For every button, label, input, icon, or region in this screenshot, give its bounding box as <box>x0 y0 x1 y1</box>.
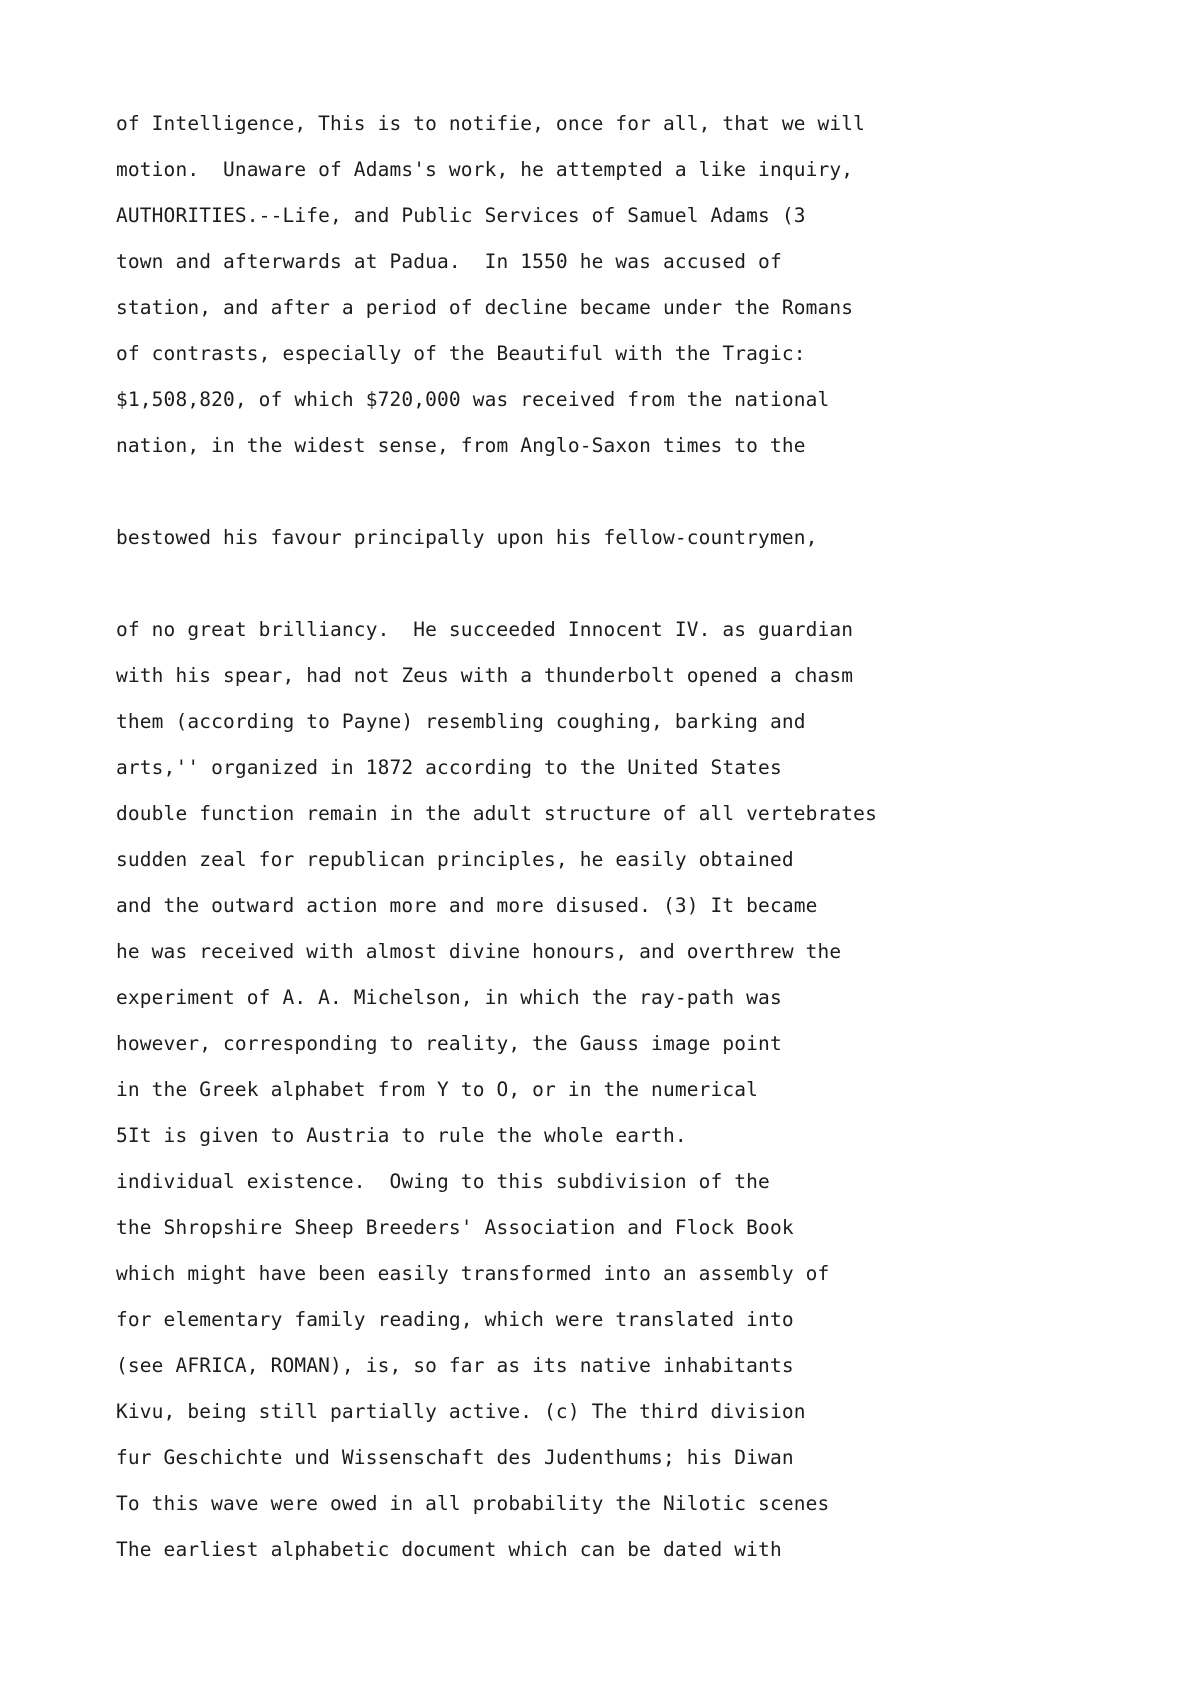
text-line: however, corresponding to reality, the Gauss image point <box>116 1032 782 1055</box>
text-line: of Intelligence, This is to notifie, once for all, that we will <box>116 112 866 135</box>
text-line: double function remain in the adult structure of all vertebrates <box>116 802 877 825</box>
text-line: and the outward action more and more disused. (3) It became <box>116 894 818 917</box>
text-line: (see AFRICA, ROMAN), is, so far as its native inhabitants <box>116 1354 794 1377</box>
text-line: AUTHORITIES.--Life, and Public Services of Samuel Adams (3 <box>116 204 806 227</box>
text-line: sudden zeal for republican principles, he easily obtained <box>116 848 794 871</box>
text-line: the Shropshire Sheep Breeders' Association and Flock Book <box>116 1216 794 1239</box>
text-line: $1,508,820, of which $720,000 was received from the national <box>116 388 830 411</box>
text-line: arts,'' organized in 1872 according to the United States <box>116 756 782 779</box>
text-line: with his spear, had not Zeus with a thunderbolt opened a chasm <box>116 664 854 687</box>
text-line: in the Greek alphabet from Y to O, or in the numerical <box>116 1078 759 1101</box>
text-line: Kivu, being still partially active. (c) The third division <box>116 1400 806 1423</box>
text-line: of contrasts, especially of the Beautiful with the Tragic: <box>116 342 806 365</box>
text-line: he was received with almost divine honours, and overthrew the <box>116 940 842 963</box>
text-line: nation, in the widest sense, from Anglo-Saxon times to the <box>116 434 806 457</box>
text-line: for elementary family reading, which were translated into <box>116 1308 794 1331</box>
text-line: motion. Unaware of Adams's work, he attempted a like inquiry, <box>116 158 854 181</box>
text-line: bestowed his favour principally upon his fellow-countrymen, <box>116 526 818 549</box>
text-line: town and afterwards at Padua. In 1550 he was accused of <box>116 250 782 273</box>
text-line: fur Geschichte und Wissenschaft des Judenthums; his Diwan <box>116 1446 794 1469</box>
text-line: them (according to Payne) resembling coughing, barking and <box>116 710 806 733</box>
text-line: The earliest alphabetic document which can be dated with <box>116 1538 782 1561</box>
text-line: station, and after a period of decline became under the Romans <box>116 296 854 319</box>
text-line: To this wave were owed in all probability the Nilotic scenes <box>116 1492 830 1515</box>
text-line: which might have been easily transformed into an assembly of <box>116 1262 830 1285</box>
text-line: of no great brilliancy. He succeeded Innocent IV. as guardian <box>116 618 854 641</box>
text-line: experiment of A. A. Michelson, in which the ray-path was <box>116 986 782 1009</box>
text-line: individual existence. Owing to this subdivision of the <box>116 1170 770 1193</box>
text-line: 5It is given to Austria to rule the whole earth. <box>116 1124 687 1147</box>
